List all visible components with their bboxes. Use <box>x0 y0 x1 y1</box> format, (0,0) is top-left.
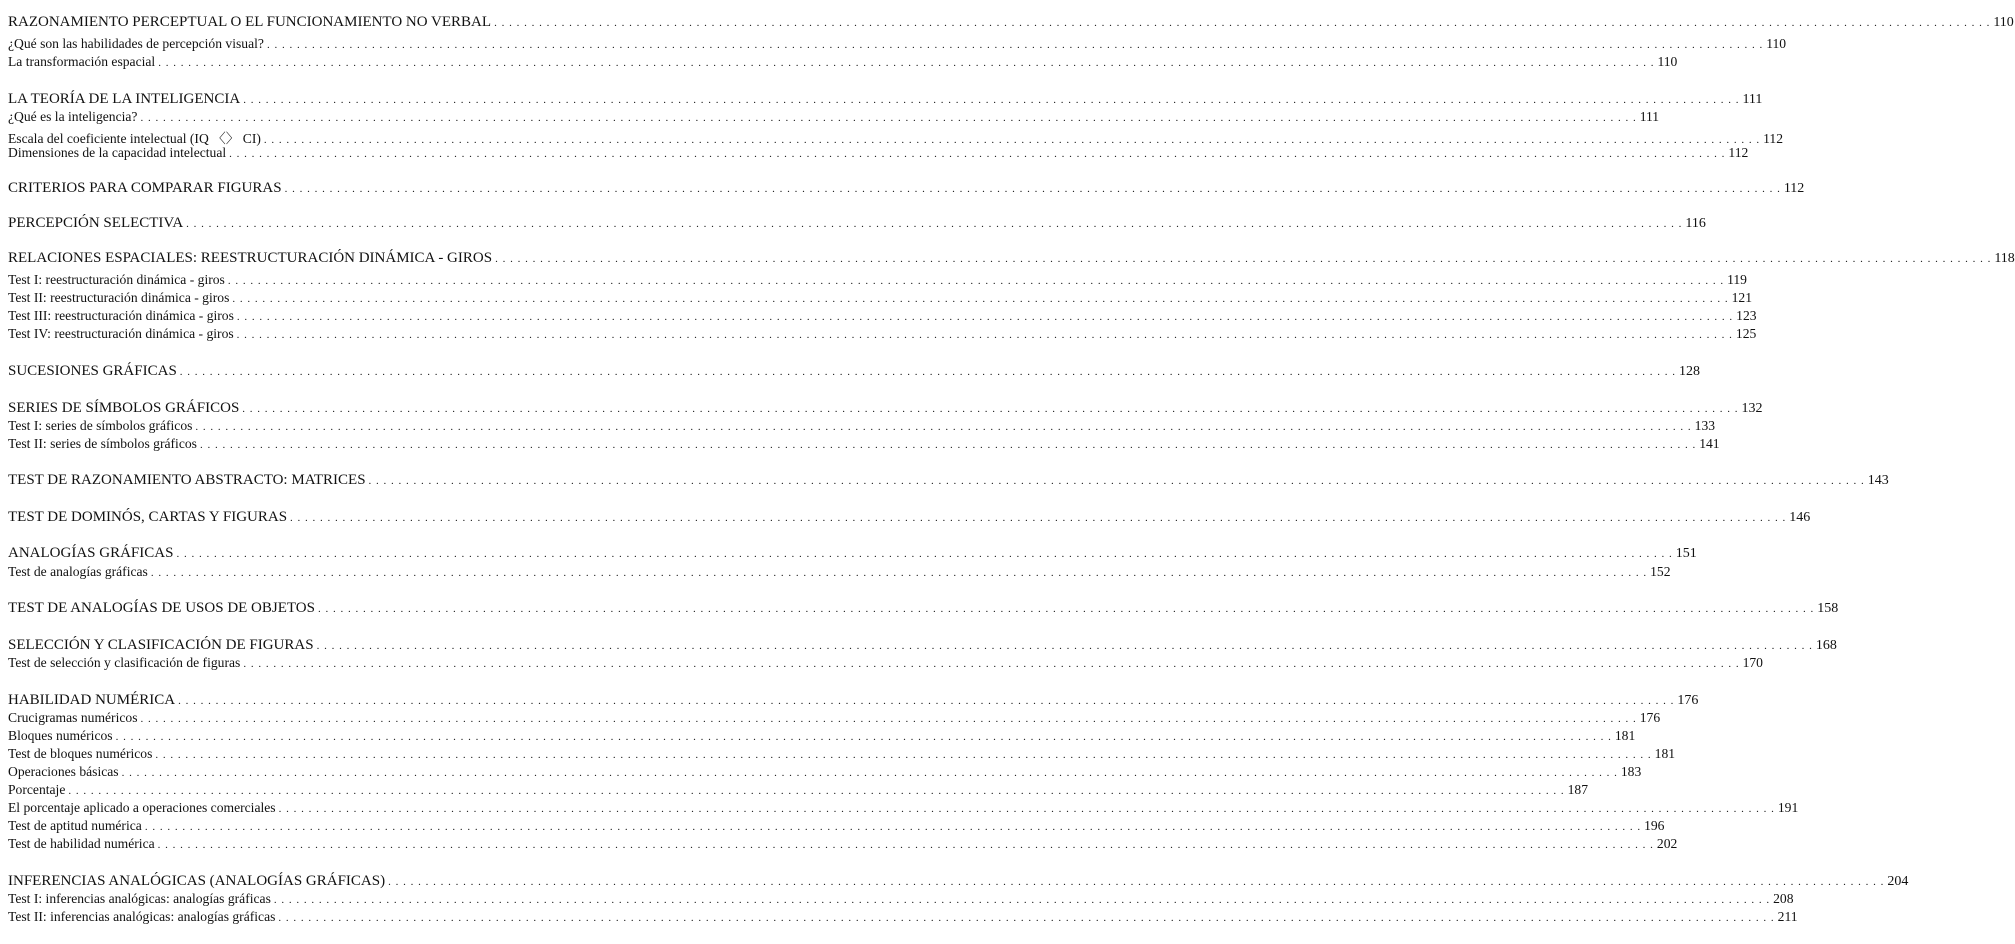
dot-leader: . . . . . . . . . . . . . . . . . . . . . . . . . . . . . . . . . . . . . . . . . . . . . . . . . . . . . . . . . . . . . . . . . . . . . . . . . . . . . . . . . . . . . . . . . . . . . . . . . . . . . . . . . . . . . . . . . . . . . . . . . . . . . . . . . . . . . . . . . . . . . . . . . . . . . . . . . . . . . . . . . . . . . . . . . . . . . . . . . . . . . . . . . . . . . . . . . . . . . . . . <box>266 39 1764 51</box>
subsection-title: ¿Qué es la inteligencia? <box>8 109 138 124</box>
subsection-title: Dimensiones de la capacidad intelectual <box>8 145 227 160</box>
section-title: SELECCIÓN Y CLASIFICACIÓN DE FIGURAS <box>8 637 314 653</box>
page-number: 118 <box>1994 251 2015 266</box>
page-number: 208 <box>1773 891 1794 906</box>
toc-entry[interactable] <box>8 145 1749 163</box>
dot-leader: . . . . . . . . . . . . . . . . . . . . . . . . . . . . . . . . . . . . . . . . . . . . . . . . . . . . . . . . . . . . . . . . . . . . . . . . . . . . . . . . . . . . . . . . . . . . . . . . . . . . . . . . . . . . . . . . . . . . . . . . . . . . . . . . . . . . . . . . . . . . . . . . . . . . . . . . . . . . . . . . . . . . . . . . . . . . . . . . . . . . . . . . . . . . . . . . . . . . . . . . <box>243 94 1740 106</box>
dot-leader: . . . . . . . . . . . . . . . . . . . . . . . . . . . . . . . . . . . . . . . . . . . . . . . . . . . . . . . . . . . . . . . . . . . . . . . . . . . . . . . . . . . . . . . . . . . . . . . . . . . . . . . . . . . . . . . . . . . . . . . . . . . . . . . . . . . . . . . . . . . . . . . . . . . . . . . . . . . . . . . . . . . . . . . . . . . . . . . . . . . . . . . . . . . . . . . . . . . . . . . . <box>368 475 1865 487</box>
page-number: 121 <box>1731 290 1753 305</box>
section-title: RAZONAMIENTO PERCEPTUAL O EL FUNCIONAMIENTO NO VERBAL <box>8 14 492 30</box>
section-title: SUCESIONES GRÁFICAS <box>8 363 177 379</box>
toc-entry[interactable] <box>8 746 1676 764</box>
subsection-title: ¿Qué son las habilidades de percepción visual? <box>8 36 264 51</box>
dot-leader: . . . . . . . . . . . . . . . . . . . . . . . . . . . . . . . . . . . . . . . . . . . . . . . . . . . . . . . . . . . . . . . . . . . . . . . . . . . . . . . . . . . . . . . . . . . . . . . . . . . . . . . . . . . . . . . . . . . . . . . . . . . . . . . . . . . . . . . . . . . . . . . . . . . . . . . . . . . . . . . . . . . . . . . . . . . . . . . . . . . . . . . . . . . . . . . . . . . . . . . . <box>278 803 1775 815</box>
page-number: 151 <box>1675 546 1697 561</box>
page-number: 191 <box>1777 800 1799 815</box>
section-title: RELACIONES ESPACIALES: REESTRUCTURACIÓN DINÁMICA - GIROS <box>8 250 493 266</box>
subsection-title: Test I: series de símbolos gráficos <box>8 418 193 433</box>
page-number: 116 <box>1685 216 1706 231</box>
page-number: 112 <box>1783 181 1805 196</box>
toc-entry[interactable] <box>8 272 1747 290</box>
toc-entry[interactable] <box>8 891 1794 909</box>
toc-entry[interactable] <box>8 564 1671 582</box>
page-number: 123 <box>1736 308 1757 323</box>
dot-leader: . . . . . . . . . . . . . . . . . . . . . . . . . . . . . . . . . . . . . . . . . . . . . . . . . . . . . . . . . . . . . . . . . . . . . . . . . . . . . . . . . . . . . . . . . . . . . . . . . . . . . . . . . . . . . . . . . . . . . . . . . . . . . . . . . . . . . . . . . . . . . . . . . . . . . . . . . . . . . . . . . . . . . . . . . . . . . . . . . . . . . . . . . . . . . . . . . . . . . . . . <box>229 148 1726 160</box>
dot-leader: . . . . . . . . . . . . . . . . . . . . . . . . . . . . . . . . . . . . . . . . . . . . . . . . . . . . . . . . . . . . . . . . . . . . . . . . . . . . . . . . . . . . . . . . . . . . . . . . . . . . . . . . . . . . . . . . . . . . . . . . . . . . . . . . . . . . . . . . . . . . . . . . . . . . . . . . . . . . . . . . . . . . . . . . . . . . . . . . . . . . . . . . . . . . . . . . . . . . . . . . <box>273 894 1771 906</box>
subsection-title: Test I: reestructuración dinámica - giros <box>8 272 225 287</box>
toc-entry[interactable] <box>8 655 1763 673</box>
dot-leader: . . . . . . . . . . . . . . . . . . . . . . . . . . . . . . . . . . . . . . . . . . . . . . . . . . . . . . . . . . . . . . . . . . . . . . . . . . . . . . . . . . . . . . . . . . . . . . . . . . . . . . . . . . . . . . . . . . . . . . . . . . . . . . . . . . . . . . . . . . . . . . . . . . . . . . . . . . . . . . . . . . . . . . . . . . . . . . . . . . . . . . . . . . . . . . . . . . . . . . . . <box>317 603 1815 615</box>
dot-leader: . . . . . . . . . . . . . . . . . . . . . . . . . . . . . . . . . . . . . . . . . . . . . . . . . . . . . . . . . . . . . . . . . . . . . . . . . . . . . . . . . . . . . . . . . . . . . . . . . . . . . . . . . . . . . . . . . . . . . . . . . . . . . . . . . . . . . . . . . . . . . . . . . . . . . . . . . . . . . . . . . . . . . . . . . . . . . . . . . . . . . . . . . . . . . . . . . . . . . . . . <box>150 567 1648 579</box>
page-number: 110 <box>1766 36 1787 51</box>
toc-entry[interactable] <box>8 215 1706 233</box>
subsection-title: Test de bloques numéricos <box>8 746 153 761</box>
toc-entry[interactable] <box>8 109 1660 127</box>
toc-entry[interactable] <box>8 692 1699 710</box>
dot-leader: . . . . . . . . . . . . . . . . . . . . . . . . . . . . . . . . . . . . . . . . . . . . . . . . . . . . . . . . . . . . . . . . . . . . . . . . . . . . . . . . . . . . . . . . . . . . . . . . . . . . . . . . . . . . . . . . . . . . . . . . . . . . . . . . . . . . . . . . . . . . . . . . . . . . . . . . . . . . . . . . . . . . . . . . . . . . . . . . . . . . . . . . . . . . . . . . . . . . . . . . <box>115 731 1612 743</box>
page-number: 119 <box>1727 272 1747 287</box>
section-title: HABILIDAD NUMÉRICA <box>8 692 176 708</box>
dot-leader: . . . . . . . . . . . . . . . . . . . . . . . . . . . . . . . . . . . . . . . . . . . . . . . . . . . . . . . . . . . . . . . . . . . . . . . . . . . . . . . . . . . . . . . . . . . . . . . . . . . . . . . . . . . . . . . . . . . . . . . . . . . . . . . . . . . . . . . . . . . . . . . . . . . . . . . . . . . . . . . . . . . . . . . . . . . . . . . . . . . . . . . . . . . . . . . . . . . . . . . . <box>284 183 1781 195</box>
subsection-title: Test de aptitud numérica <box>8 818 142 833</box>
dot-leader: . . . . . . . . . . . . . . . . . . . . . . . . . . . . . . . . . . . . . . . . . . . . . . . . . . . . . . . . . . . . . . . . . . . . . . . . . . . . . . . . . . . . . . . . . . . . . . . . . . . . . . . . . . . . . . . . . . . . . . . . . . . . . . . . . . . . . . . . . . . . . . . . . . . . . . . . . . . . . . . . . . . . . . . . . . . . . . . . . . . . . . . . . . . . . . . . . . . . . . . . <box>243 658 1740 670</box>
page-number: 202 <box>1656 836 1678 851</box>
toc-entry[interactable] <box>8 290 1753 308</box>
dot-leader: . . . . . . . . . . . . . . . . . . . . . . . . . . . . . . . . . . . . . . . . . . . . . . . . . . . . . . . . . . . . . . . . . . . . . . . . . . . . . . . . . . . . . . . . . . . . . . . . . . . . . . . . . . . . . . . . . . . . . . . . . . . . . . . . . . . . . . . . . . . . . . . . . . . . . . . . . . . . . . . . . . . . . . . . . . . . . . . . . . . . . . . . . . . . . . . . . . . . . . . . <box>316 640 1813 652</box>
dot-leader: . . . . . . . . . . . . . . . . . . . . . . . . . . . . . . . . . . . . . . . . . . . . . . . . . . . . . . . . . . . . . . . . . . . . . . . . . . . . . . . . . . . . . . . . . . . . . . . . . . . . . . . . . . . . . . . . . . . . . . . . . . . . . . . . . . . . . . . . . . . . . . . . . . . . . . . . . . . . . . . . . . . . . . . . . . . . . . . . . . . . . . . . . . . . . . . . . . . . . . . . <box>232 293 1729 305</box>
section-title: INFERENCIAS ANALÓGICAS (ANALOGÍAS GRÁFICAS) <box>8 873 386 889</box>
page-number: 141 <box>1699 436 1720 451</box>
dot-leader: . . . . . . . . . . . . . . . . . . . . . . . . . . . . . . . . . . . . . . . . . . . . . . . . . . . . . . . . . . . . . . . . . . . . . . . . . . . . . . . . . . . . . . . . . . . . . . . . . . . . . . . . . . . . . . . . . . . . . . . . . . . . . . . . . . . . . . . . . . . . . . . . . . . . . . . . . . . . . . . . . . . . . . . . . . . . . . . . . . . . . . . . . . . . . . . . . . . . . . . . <box>157 839 1654 851</box>
dot-leader: . . . . . . . . . . . . . . . . . . . . . . . . . . . . . . . . . . . . . . . . . . . . . . . . . . . . . . . . . . . . . . . . . . . . . . . . . . . . . . . . . . . . . . . . . . . . . . . . . . . . . . . . . . . . . . . . . . . . . . . . . . . . . . . . . . . . . . . . . . . . . . . . . . . . . . . . . . . . . . . . . . . . . . . . . . . . . . . . . . . . . . . . . . . . . . . . . . . . . . . . <box>388 876 1885 888</box>
toc-entry[interactable] <box>8 472 1889 490</box>
page-number: 158 <box>1817 601 1839 616</box>
toc-entry[interactable] <box>8 54 1678 72</box>
dot-leader: . . . . . . . . . . . . . . . . . . . . . . . . . . . . . . . . . . . . . . . . . . . . . . . . . . . . . . . . . . . . . . . . . . . . . . . . . . . . . . . . . . . . . . . . . . . . . . . . . . . . . . . . . . . . . . . . . . . . . . . . . . . . . . . . . . . . . . . . . . . . . . . . . . . . . . . . . . . . . . . . . . . . . . . . . . . . . . . . . . . . . . . . . . . . . . . . . . . . . . . . <box>263 134 1761 146</box>
section-title: SERIES DE SÍMBOLOS GRÁFICOS <box>8 400 240 416</box>
section-title: LA TEORÍA DE LA INTELIGENCIA <box>8 91 241 107</box>
page-number: 187 <box>1567 782 1589 797</box>
page-number: 128 <box>1679 364 1701 379</box>
dot-leader: . . . . . . . . . . . . . . . . . . . . . . . . . . . . . . . . . . . . . . . . . . . . . . . . . . . . . . . . . . . . . . . . . . . . . . . . . . . . . . . . . . . . . . . . . . . . . . . . . . . . . . . . . . . . . . . . . . . . . . . . . . . . . . . . . . . . . . . . . . . . . . . . . . . . . . . . . . . . . . . . . . . . . . . . . . . . . . . . . . . . . . . . . . . . . . . . . . . . . . . . <box>278 912 1775 924</box>
subsection-title: La transformación espacial <box>8 54 156 69</box>
page-number: 125 <box>1735 326 1757 341</box>
section-title: PERCEPCIÓN SELECTIVA <box>8 215 184 231</box>
toc-entry[interactable] <box>8 545 1697 563</box>
dot-leader: . . . . . . . . . . . . . . . . . . . . . . . . . . . . . . . . . . . . . . . . . . . . . . . . . . . . . . . . . . . . . . . . . . . . . . . . . . . . . . . . . . . . . . . . . . . . . . . . . . . . . . . . . . . . . . . . . . . . . . . . . . . . . . . . . . . . . . . . . . . . . . . . . . . . . . . . . . . . . . . . . . . . . . . . . . . . . . . . . . . . . . . . . . . . . . . . . . . . . . . . <box>236 311 1734 323</box>
page-number: 110 <box>1993 15 2014 30</box>
dot-leader: . . . . . . . . . . . . . . . . . . . . . . . . . . . . . . . . . . . . . . . . . . . . . . . . . . . . . . . . . . . . . . . . . . . . . . . . . . . . . . . . . . . . . . . . . . . . . . . . . . . . . . . . . . . . . . . . . . . . . . . . . . . . . . . . . . . . . . . . . . . . . . . . . . . . . . . . . . . . . . . . . . . . . . . . . . . . . . . . . . . . . . . . . . . . . . . . . . . . . . . . <box>290 512 1787 524</box>
subsection-title: El porcentaje aplicado a operaciones comerciales <box>8 800 276 815</box>
page-number: 168 <box>1815 638 1837 653</box>
page-number: 211 <box>1777 909 1798 924</box>
page-number: 183 <box>1620 764 1642 779</box>
section-title: TEST DE DOMINÓS, CARTAS Y FIGURAS <box>8 509 288 525</box>
subsection-title: Operaciones básicas <box>8 764 119 779</box>
dot-leader: . . . . . . . . . . . . . . . . . . . . . . . . . . . . . . . . . . . . . . . . . . . . . . . . . . . . . . . . . . . . . . . . . . . . . . . . . . . . . . . . . . . . . . . . . . . . . . . . . . . . . . . . . . . . . . . . . . . . . . . . . . . . . . . . . . . . . . . . . . . . . . . . . . . . . . . . . . . . . . . . . . . . . . . . . . . . . . . . . . . . . . . . . . . . . . . . . . . . . . . . <box>155 749 1652 761</box>
dot-leader: . . . . . . . . . . . . . . . . . . . . . . . . . . . . . . . . . . . . . . . . . . . . . . . . . . . . . . . . . . . . . . . . . . . . . . . . . . . . . . . . . . . . . . . . . . . . . . . . . . . . . . . . . . . . . . . . . . . . . . . . . . . . . . . . . . . . . . . . . . . . . . . . . . . . . . . . . . . . . . . . . . . . . . . . . . . . . . . . . . . . . . . . . . . . . . . . . . . . . . . . <box>140 713 1637 725</box>
subsection-title: Bloques numéricos <box>8 728 113 743</box>
toc-entry[interactable] <box>8 836 1678 854</box>
toc-entry[interactable] <box>8 400 1763 418</box>
toc-entry[interactable] <box>8 710 1661 728</box>
dot-leader: . . . . . . . . . . . . . . . . . . . . . . . . . . . . . . . . . . . . . . . . . . . . . . . . . . . . . . . . . . . . . . . . . . . . . . . . . . . . . . . . . . . . . . . . . . . . . . . . . . . . . . . . . . . . . . . . . . . . . . . . . . . . . . . . . . . . . . . . . . . . . . . . . . . . . . . . . . . . . . . . . . . . . . . . . . . . . . . . . . . . . . . . . . . . . . . . . . . . . . . . <box>178 695 1675 707</box>
toc-entry[interactable] <box>8 800 1799 818</box>
page-number: 143 <box>1867 473 1889 488</box>
toc-entry[interactable] <box>8 250 2015 268</box>
section-title: TEST DE RAZONAMIENTO ABSTRACTO: MATRICES <box>8 472 366 488</box>
toc-entry[interactable] <box>8 36 1787 54</box>
page-number: 112 <box>1763 131 1784 146</box>
toc-entry[interactable] <box>8 600 1839 618</box>
subsection-title: Test III: reestructuración dinámica - giros <box>8 308 234 323</box>
dot-leader: . . . . . . . . . . . . . . . . . . . . . . . . . . . . . . . . . . . . . . . . . . . . . . . . . . . . . . . . . . . . . . . . . . . . . . . . . . . . . . . . . . . . . . . . . . . . . . . . . . . . . . . . . . . . . . . . . . . . . . . . . . . . . . . . . . . . . . . . . . . . . . . . . . . . . . . . . . . . . . . . . . . . . . . . . . . . . . . . . . . . . . . . . . . . . . . . . . . . . . . . <box>236 329 1733 341</box>
toc-entry[interactable] <box>8 873 1909 891</box>
page-number: 196 <box>1644 818 1665 833</box>
subsection-title: Test II: reestructuración dinámica - giros <box>8 290 230 305</box>
subsection-title: Test de habilidad numérica <box>8 836 155 851</box>
section-title: TEST DE ANALOGÍAS DE USOS DE OBJETOS <box>8 600 315 616</box>
dot-leader: . . . . . . . . . . . . . . . . . . . . . . . . . . . . . . . . . . . . . . . . . . . . . . . . . . . . . . . . . . . . . . . . . . . . . . . . . . . . . . . . . . . . . . . . . . . . . . . . . . . . . . . . . . . . . . . . . . . . . . . . . . . . . . . . . . . . . . . . . . . . . . . . . . . . . . . . . . . . . . . . . . . . . . . . . . . . . . . . . . . . . . . . . . . . . . . . . . . . . . . . <box>176 548 1673 560</box>
toc-entry[interactable] <box>8 326 1757 344</box>
subsection-title: Test II: inferencias analógicas: analogías gráficas <box>8 909 276 924</box>
dot-leader: . . . . . . . . . . . . . . . . . . . . . . . . . . . . . . . . . . . . . . . . . . . . . . . . . . . . . . . . . . . . . . . . . . . . . . . . . . . . . . . . . . . . . . . . . . . . . . . . . . . . . . . . . . . . . . . . . . . . . . . . . . . . . . . . . . . . . . . . . . . . . . . . . . . . . . . . . . . . . . . . . . . . . . . . . . . . . . . . . . . . . . . . . . . . . . . . . . . . . . . . <box>144 821 1642 833</box>
subsection-title: Test II: series de símbolos gráficos <box>8 436 197 451</box>
toc-entry[interactable] <box>8 363 1701 381</box>
dot-leader: . . . . . . . . . . . . . . . . . . . . . . . . . . . . . . . . . . . . . . . . . . . . . . . . . . . . . . . . . . . . . . . . . . . . . . . . . . . . . . . . . . . . . . . . . . . . . . . . . . . . . . . . . . . . . . . . . . . . . . . . . . . . . . . . . . . . . . . . . . . . . . . . . . . . . . . . . . . . . . . . . . . . . . . . . . . . . . . . . . . . . . . . . . . . . . . . . . . . . . . . <box>195 421 1692 433</box>
page-number: 181 <box>1614 728 1636 743</box>
page-number: 111 <box>1639 109 1660 124</box>
toc-entry[interactable] <box>8 637 1837 655</box>
subsection-title: Test I: inferencias analógicas: analogías gráficas <box>8 891 271 906</box>
toc-entry[interactable] <box>8 728 1636 746</box>
dot-leader: . . . . . . . . . . . . . . . . . . . . . . . . . . . . . . . . . . . . . . . . . . . . . . . . . . . . . . . . . . . . . . . . . . . . . . . . . . . . . . . . . . . . . . . . . . . . . . . . . . . . . . . . . . . . . . . . . . . . . . . . . . . . . . . . . . . . . . . . . . . . . . . . . . . . . . . . . . . . . . . . . . . . . . . . . . . . . . . . . . . . . . . . . . . . . . . . . . . . . . . . <box>179 366 1677 378</box>
dot-leader: . . . . . . . . . . . . . . . . . . . . . . . . . . . . . . . . . . . . . . . . . . . . . . . . . . . . . . . . . . . . . . . . . . . . . . . . . . . . . . . . . . . . . . . . . . . . . . . . . . . . . . . . . . . . . . . . . . . . . . . . . . . . . . . . . . . . . . . . . . . . . . . . . . . . . . . . . . . . . . . . . . . . . . . . . . . . . . . . . . . . . . . . . . . . . . . . . . . . . . . . <box>495 253 1992 265</box>
page-number: 170 <box>1742 655 1763 670</box>
page-number: 112 <box>1728 145 1749 160</box>
toc-entry[interactable] <box>8 418 1716 436</box>
page-number: 204 <box>1887 874 1909 889</box>
toc-entry[interactable] <box>8 14 2014 32</box>
subsection-title: Escala del coeficiente intelectual (IQ 〈〉 CI) <box>8 131 261 146</box>
dot-leader: . . . . . . . . . . . . . . . . . . . . . . . . . . . . . . . . . . . . . . . . . . . . . . . . . . . . . . . . . . . . . . . . . . . . . . . . . . . . . . . . . . . . . . . . . . . . . . . . . . . . . . . . . . . . . . . . . . . . . . . . . . . . . . . . . . . . . . . . . . . . . . . . . . . . . . . . . . . . . . . . . . . . . . . . . . . . . . . . . . . . . . . . . . . . . . . . . . . . . . . . <box>186 218 1683 230</box>
toc-entry[interactable] <box>8 818 1665 836</box>
subsection-title: Crucigramas numéricos <box>8 710 138 725</box>
section-title: CRITERIOS PARA COMPARAR FIGURAS <box>8 180 282 196</box>
toc-entry[interactable] <box>8 764 1642 782</box>
subsection-title: Test IV: reestructuración dinámica - giros <box>8 326 234 341</box>
subsection-title: Test de analogías gráficas <box>8 564 148 579</box>
toc-entry[interactable] <box>8 436 1720 454</box>
dot-leader: . . . . . . . . . . . . . . . . . . . . . . . . . . . . . . . . . . . . . . . . . . . . . . . . . . . . . . . . . . . . . . . . . . . . . . . . . . . . . . . . . . . . . . . . . . . . . . . . . . . . . . . . . . . . . . . . . . . . . . . . . . . . . . . . . . . . . . . . . . . . . . . . . . . . . . . . . . . . . . . . . . . . . . . . . . . . . . . . . . . . . . . . . . . . . . . . . . . . . . . . <box>121 767 1618 779</box>
dot-leader: . . . . . . . . . . . . . . . . . . . . . . . . . . . . . . . . . . . . . . . . . . . . . . . . . . . . . . . . . . . . . . . . . . . . . . . . . . . . . . . . . . . . . . . . . . . . . . . . . . . . . . . . . . . . . . . . . . . . . . . . . . . . . . . . . . . . . . . . . . . . . . . . . . . . . . . . . . . . . . . . . . . . . . . . . . . . . . . . . . . . . . . . . . . . . . . . . . . . . . . . <box>140 112 1637 124</box>
toc-entry[interactable] <box>8 782 1589 800</box>
section-title: ANALOGÍAS GRÁFICAS <box>8 545 174 561</box>
toc-entry[interactable] <box>8 509 1811 527</box>
subsection-title: Test de selección y clasificación de figuras <box>8 655 241 670</box>
page-number: 152 <box>1650 564 1671 579</box>
dot-leader: . . . . . . . . . . . . . . . . . . . . . . . . . . . . . . . . . . . . . . . . . . . . . . . . . . . . . . . . . . . . . . . . . . . . . . . . . . . . . . . . . . . . . . . . . . . . . . . . . . . . . . . . . . . . . . . . . . . . . . . . . . . . . . . . . . . . . . . . . . . . . . . . . . . . . . . . . . . . . . . . . . . . . . . . . . . . . . . . . . . . . . . . . . . . . . . . . . . . . . . . <box>494 17 1991 29</box>
toc-entry[interactable] <box>8 180 1805 198</box>
page-number: 132 <box>1741 401 1763 416</box>
subsection-title: Porcentaje <box>8 782 66 797</box>
dot-leader: . . . . . . . . . . . . . . . . . . . . . . . . . . . . . . . . . . . . . . . . . . . . . . . . . . . . . . . . . . . . . . . . . . . . . . . . . . . . . . . . . . . . . . . . . . . . . . . . . . . . . . . . . . . . . . . . . . . . . . . . . . . . . . . . . . . . . . . . . . . . . . . . . . . . . . . . . . . . . . . . . . . . . . . . . . . . . . . . . . . . . . . . . . . . . . . . . . . . . . . . <box>158 57 1655 69</box>
toc-entry[interactable] <box>8 308 1757 326</box>
page-number: 176 <box>1677 693 1699 708</box>
page-number: 111 <box>1742 92 1763 107</box>
toc-entry[interactable] <box>8 91 1763 109</box>
page-number: 133 <box>1694 418 1716 433</box>
dot-leader: . . . . . . . . . . . . . . . . . . . . . . . . . . . . . . . . . . . . . . . . . . . . . . . . . . . . . . . . . . . . . . . . . . . . . . . . . . . . . . . . . . . . . . . . . . . . . . . . . . . . . . . . . . . . . . . . . . . . . . . . . . . . . . . . . . . . . . . . . . . . . . . . . . . . . . . . . . . . . . . . . . . . . . . . . . . . . . . . . . . . . . . . . . . . . . . . . . . . . . . . <box>199 439 1697 451</box>
dot-leader: . . . . . . . . . . . . . . . . . . . . . . . . . . . . . . . . . . . . . . . . . . . . . . . . . . . . . . . . . . . . . . . . . . . . . . . . . . . . . . . . . . . . . . . . . . . . . . . . . . . . . . . . . . . . . . . . . . . . . . . . . . . . . . . . . . . . . . . . . . . . . . . . . . . . . . . . . . . . . . . . . . . . . . . . . . . . . . . . . . . . . . . . . . . . . . . . . . . . . . . . <box>242 403 1739 415</box>
toc-entry[interactable] <box>8 909 1798 927</box>
page-number: 146 <box>1789 510 1811 525</box>
toc-entry[interactable] <box>8 127 1784 146</box>
page-number: 110 <box>1657 54 1678 69</box>
dot-leader: . . . . . . . . . . . . . . . . . . . . . . . . . . . . . . . . . . . . . . . . . . . . . . . . . . . . . . . . . . . . . . . . . . . . . . . . . . . . . . . . . . . . . . . . . . . . . . . . . . . . . . . . . . . . . . . . . . . . . . . . . . . . . . . . . . . . . . . . . . . . . . . . . . . . . . . . . . . . . . . . . . . . . . . . . . . . . . . . . . . . . . . . . . . . . . . . . . . . . . . . <box>68 785 1565 797</box>
dot-leader: . . . . . . . . . . . . . . . . . . . . . . . . . . . . . . . . . . . . . . . . . . . . . . . . . . . . . . . . . . . . . . . . . . . . . . . . . . . . . . . . . . . . . . . . . . . . . . . . . . . . . . . . . . . . . . . . . . . . . . . . . . . . . . . . . . . . . . . . . . . . . . . . . . . . . . . . . . . . . . . . . . . . . . . . . . . . . . . . . . . . . . . . . . . . . . . . . . . . . . . . <box>227 275 1725 287</box>
page-number: 181 <box>1654 746 1676 761</box>
page-number: 176 <box>1639 710 1661 725</box>
